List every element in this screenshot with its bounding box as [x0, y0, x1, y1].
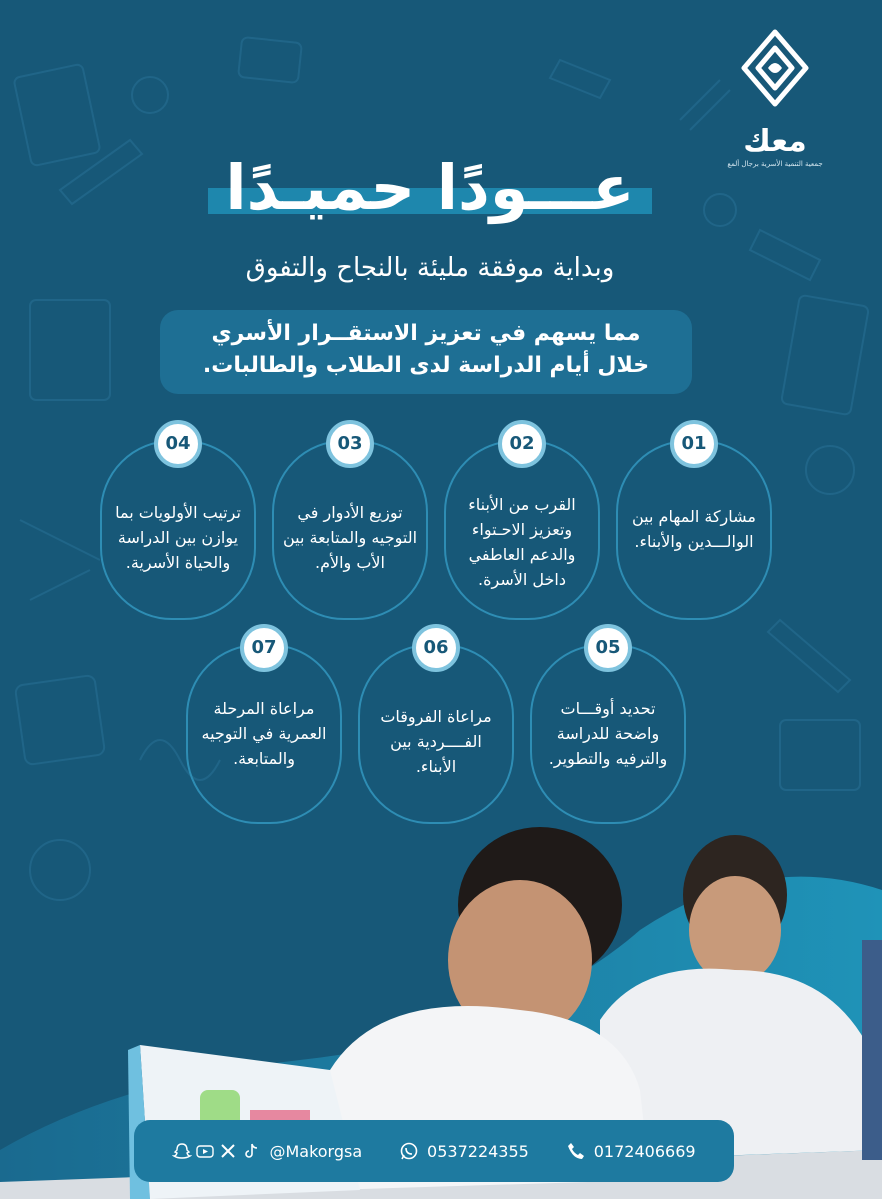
youtube-icon — [195, 1141, 215, 1161]
intro-line-2: خلال أيام الدراسة لدى الطلاب والطالبات. — [202, 353, 650, 378]
page-title: عـــودًا حميـدًا — [225, 151, 635, 224]
tip-number-badge: 07 — [240, 624, 288, 672]
x-icon — [218, 1141, 238, 1161]
tip-card-06 — [358, 637, 514, 824]
intro-text — [160, 318, 692, 382]
tip-text: مراعاة الفروقات الفــــردية بين الأبناء. — [380, 707, 492, 776]
brand-tagline: جمعية التنمية الأسرية برجال ألمع — [727, 160, 823, 168]
phone-number: 0172406669 — [593, 1141, 696, 1161]
tip-number-badge: 04 — [154, 420, 202, 468]
tip-card-01 — [616, 433, 772, 620]
tip-card-03 — [272, 433, 428, 620]
tip-number-badge: 05 — [584, 624, 632, 672]
social-handle: @Makorgsa — [269, 1141, 363, 1161]
tip-text: ترتيب الأولويات بما يوازن بين الدراسة والحياة الأسرية. — [115, 503, 241, 572]
tip-number-badge: 02 — [498, 420, 546, 468]
tip-card-02 — [444, 433, 600, 620]
logo-mark-icon — [740, 28, 810, 120]
phone-icon — [566, 1141, 586, 1161]
tip-card-04 — [100, 433, 256, 620]
tip-card-05 — [530, 637, 686, 824]
contact-bar — [134, 1120, 734, 1182]
snapchat-icon — [172, 1141, 192, 1161]
tip-card-07 — [186, 637, 342, 824]
tip-number-badge: 01 — [670, 420, 718, 468]
tip-text: تحديد أوقـــات واضحة للدراسة والترفيه والتطوير. — [548, 699, 668, 768]
tip-text: مراعاة المرحلة العمرية في التوجيه والمتابعة. — [201, 699, 327, 768]
brand-logo — [710, 28, 840, 168]
tip-text: مشاركة المهام بين الوالـــدين والأبناء. — [632, 507, 756, 551]
whatsapp-icon — [399, 1141, 419, 1161]
phone-contact[interactable] — [566, 1141, 696, 1161]
social-icons — [172, 1141, 261, 1161]
tiktok-icon — [241, 1141, 261, 1161]
whatsapp-number: 0537224355 — [427, 1141, 529, 1161]
tip-number-badge: 03 — [326, 420, 374, 468]
tip-text: القرب من الأبناء وتعزيز الاحـتواء والدعم العاطفي داخل الأسرة. — [468, 495, 576, 589]
whatsapp-contact[interactable] — [399, 1141, 529, 1161]
page-subtitle: وبداية موفقة مليئة بالنجاح والتفوق — [245, 253, 615, 283]
brand-name: معك — [743, 124, 807, 159]
social-contact[interactable] — [172, 1141, 362, 1161]
tip-text: توزيع الأدوار في التوجيه والمتابعة بين الأب والأم. — [282, 503, 418, 572]
intro-line-1: مما يسهم في تعزيز الاستقــرار الأسري — [211, 321, 641, 346]
tip-number-badge: 06 — [412, 624, 460, 672]
